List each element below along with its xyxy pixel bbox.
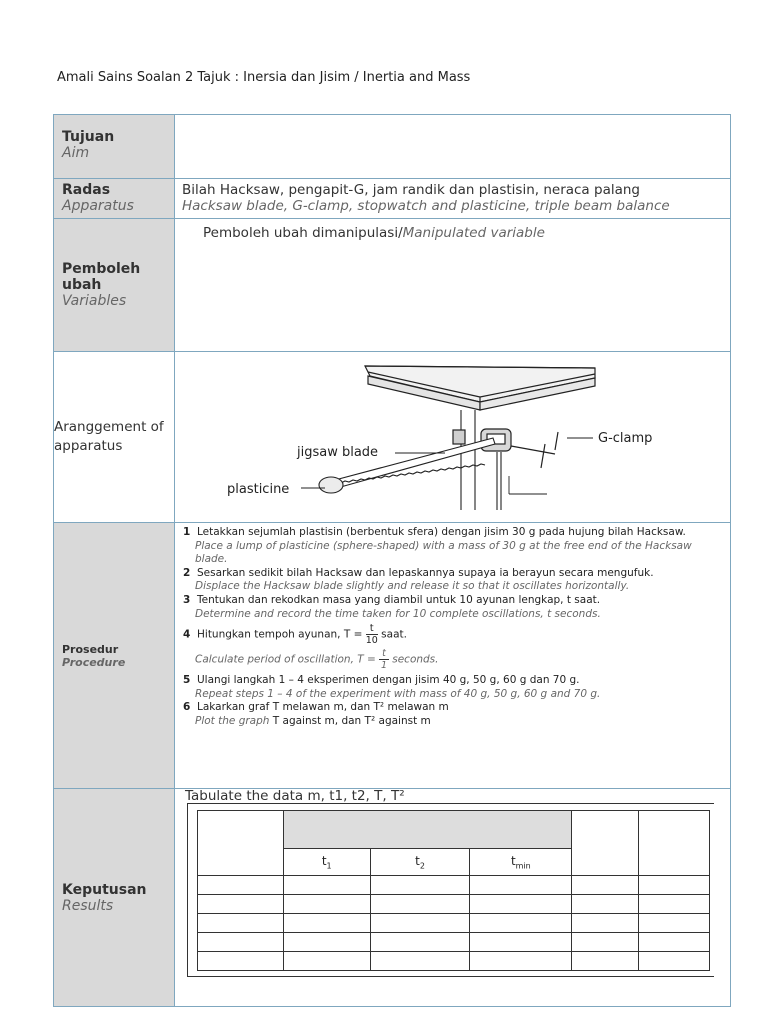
results-label-en: Results bbox=[62, 897, 114, 914]
header-t2: $t_2$ bbox=[370, 849, 470, 876]
manipulated-variable-label: Pemboleh ubah dimanipulasi/ bbox=[203, 225, 403, 241]
variables-label-en: Variables bbox=[62, 293, 127, 309]
variables-label-cell bbox=[54, 219, 175, 352]
aim-label: Tujuan bbox=[62, 129, 115, 145]
results-label-cell bbox=[54, 789, 175, 1007]
plasticine-shape bbox=[319, 477, 343, 493]
apparatus-content bbox=[175, 179, 731, 219]
procedure-step: 2 Sesarkan sedikit bilah Hacksaw dan lepaskannya supaya ia berayun secara mengufuk. bbox=[183, 566, 654, 579]
procedure-content bbox=[175, 523, 731, 789]
procedure-label-cell bbox=[54, 523, 175, 789]
label-g-clamp: G-clamp bbox=[598, 431, 653, 446]
table-row bbox=[198, 914, 710, 933]
apparatus-diagram bbox=[175, 352, 730, 518]
table-leg bbox=[461, 410, 501, 510]
apparatus-label-en: Apparatus bbox=[62, 198, 134, 214]
procedure-step-en: Plot the graph T against m, dan T² against m bbox=[195, 714, 431, 727]
results-label: Keputusan bbox=[62, 881, 147, 898]
header-cell-period-squared bbox=[639, 811, 710, 876]
header-cell-time bbox=[283, 811, 571, 849]
arrangement-label-cell bbox=[54, 352, 175, 523]
procedure-step: 5 Ulangi langkah 1 – 4 eksperimen dengan jisim 40 g, 50 g, 60 g dan 70 g. bbox=[183, 674, 580, 687]
aim-answer-cell[interactable] bbox=[175, 115, 731, 179]
row-aim bbox=[54, 115, 731, 179]
results-header-row bbox=[198, 811, 710, 849]
procedure-step-en: Place a lump of plasticine (sphere-shaped) with a mass of 30 g at the free end of the Hacksaw blade. bbox=[195, 539, 692, 566]
procedure-step: 1 Letakkan sejumlah plastisin (berbentuk sfera) dengan jisim 30 g pada hujung bilah Hacksaw. bbox=[183, 526, 686, 538]
procedure-step-en: Calculate period of oscillation, T = $\frac{t}{1}$ seconds. bbox=[195, 648, 439, 672]
fraction-t-over-10: $\frac{t}{10}$ bbox=[365, 623, 378, 647]
aim-label-cell bbox=[54, 115, 175, 179]
procedure-step: 4 Hitungkan tempoh ayunan, T = $\frac{t}{10}$ saat. bbox=[183, 623, 407, 647]
procedure-step: 3 Tentukan dan rekodkan masa yang diambil untuk 10 ayunan lengkap, t saat. bbox=[183, 593, 601, 606]
procedure-step: 6 Lakarkan graf T melawan m, dan T² melawan m bbox=[183, 701, 449, 714]
variables-label: Pemboleh ubah bbox=[62, 261, 141, 293]
fraction-t-over-1: $\frac{t}{1}$ bbox=[381, 648, 388, 672]
arrangement-figure-cell bbox=[175, 352, 731, 523]
aim-label-en: Aim bbox=[62, 145, 90, 161]
results-frame-left bbox=[187, 803, 188, 976]
label-plasticine: plasticine bbox=[227, 482, 290, 497]
procedure-label: Prosedur bbox=[62, 642, 119, 656]
apparatus-text-en: Hacksaw blade, G-clamp, stopwatch and plasticine, triple beam balance bbox=[182, 198, 670, 214]
header-t1: $t_1$ bbox=[283, 849, 370, 876]
bench-top bbox=[365, 366, 595, 410]
apparatus-label: Radas bbox=[62, 182, 111, 198]
header-cell-period bbox=[572, 811, 639, 876]
table-row bbox=[198, 952, 710, 971]
page-title: Amali Sains Soalan 2 Tajuk : Inersia dan Jisim / Inertia and Mass bbox=[57, 70, 471, 85]
label-jigsaw-blade: jigsaw blade bbox=[297, 445, 379, 460]
procedure-step-en: Repeat steps 1 – 4 of the experiment with mass of 40 g, 50 g, 60 g and 70 g. bbox=[195, 687, 601, 700]
header-cell-mass bbox=[198, 811, 284, 876]
manipulated-variable-label-en: Manipulated variable bbox=[402, 225, 545, 241]
row-variables bbox=[54, 219, 731, 352]
variables-content[interactable] bbox=[175, 219, 731, 352]
table-row bbox=[198, 876, 710, 895]
header-tmin: $t_{min}$ bbox=[470, 849, 572, 876]
procedure-label-en: Procedure bbox=[62, 655, 126, 669]
results-frame-top bbox=[187, 803, 714, 804]
table-row bbox=[198, 895, 710, 914]
apparatus-label-cell bbox=[54, 179, 175, 219]
results-instruction: Tabulate the data m, t1, t2, T, T² bbox=[185, 788, 405, 804]
results-frame-bottom bbox=[187, 976, 714, 977]
row-arrangement bbox=[54, 352, 731, 523]
apparatus-text: Bilah Hacksaw, pengapit-G, jam randik dan plastisin, neraca palang bbox=[182, 182, 640, 198]
results-data-table bbox=[197, 810, 710, 971]
row-procedure bbox=[54, 523, 731, 789]
procedure-step-en: Determine and record the time taken for 10 complete oscillations, t seconds. bbox=[195, 607, 601, 620]
row-apparatus bbox=[54, 179, 731, 219]
procedure-step-en: Displace the Hacksaw blade slightly and release it so that it oscillates horizontally. bbox=[195, 580, 630, 593]
table-row bbox=[198, 933, 710, 952]
arrangement-label: Aranggement of apparatus bbox=[54, 419, 164, 454]
